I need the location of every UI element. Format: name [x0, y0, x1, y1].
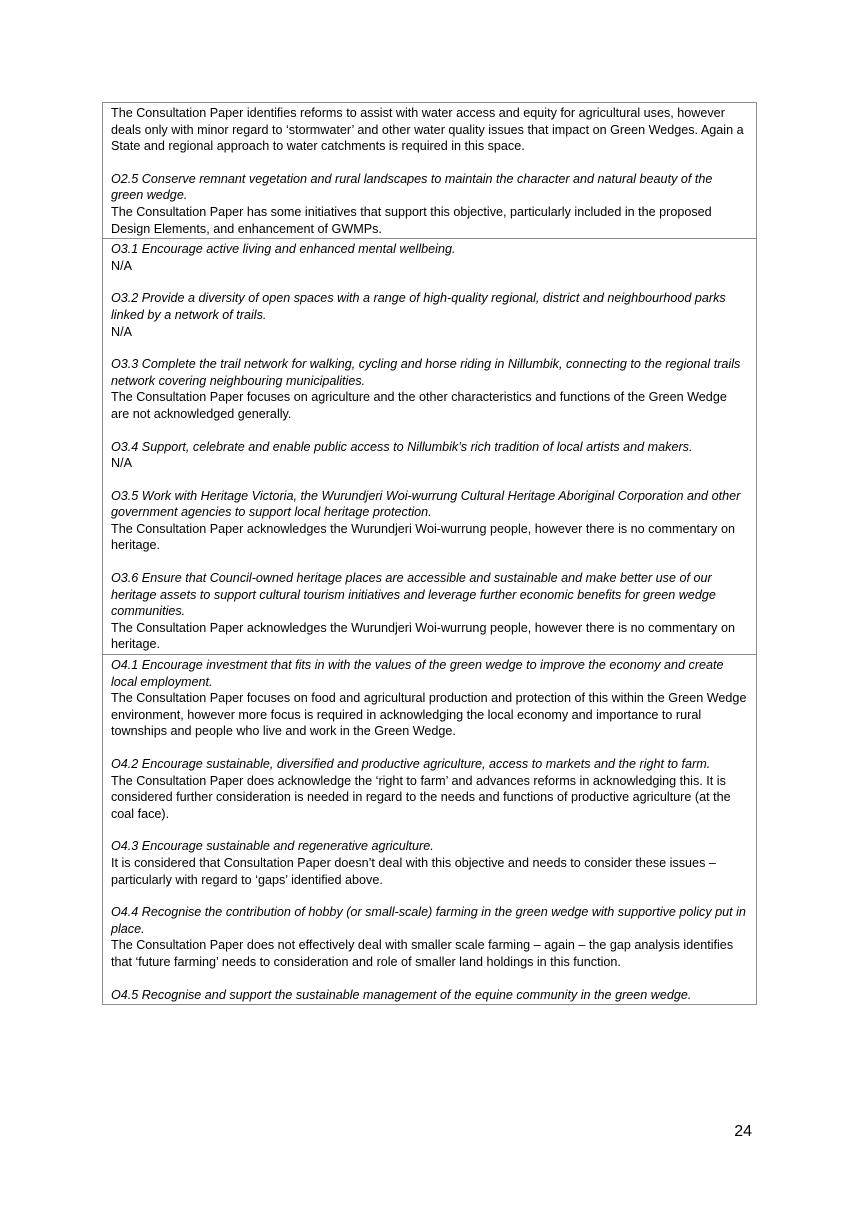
objective-block-o3-6 [111, 570, 748, 653]
commentary-text: The Consultation Paper acknowledges the Wurundjeri Woi-wurrung people, however there is no commentary on heritage. [111, 521, 735, 553]
objective-block-o4-5 [111, 987, 748, 1004]
commentary-text: The Consultation Paper identifies reforms to assist with water access and equity for agricultural uses, however deals only with minor regard to ‘stormwater’ and other water quality issues that impact on Green Wedges. Again a State and regional approach to water catchments is required in this space. [111, 106, 744, 154]
response-table [102, 102, 757, 1005]
objective-block-o4-3 [111, 838, 748, 888]
objective-block-o3-4 [111, 439, 748, 472]
objective-block-o4-4 [111, 904, 748, 970]
objective-title: O3.3 Complete the trail network for walking, cycling and horse riding in Nillumbik, connecting to the regional trails network covering neighbouring municipalities. [111, 357, 741, 388]
commentary-text: The Consultation Paper does acknowledge the ‘right to farm’ and advances reforms in acknowledging this. It is considered further consideration is needed in regard to the needs and functions of productive agriculture (at the coal face). [111, 773, 731, 821]
commentary-text: N/A [111, 324, 132, 339]
objective-block-o3-1 [111, 241, 748, 274]
objective-block-o3-2 [111, 290, 748, 340]
objective-block-o2-5 [111, 171, 748, 237]
commentary-text: N/A [111, 456, 132, 471]
objective-title: O3.5 Work with Heritage Victoria, the Wurundjeri Woi-wurrung Cultural Heritage Aboriginal Corporation and other government agencies to support local heritage protection. [111, 488, 741, 520]
commentary-text: The Consultation Paper has some initiatives that support this objective, particularly included in the proposed Design Elements, and enhancement of GWMPs. [111, 204, 712, 236]
objective-title: O3.1 Encourage active living and enhanced mental wellbeing. [111, 242, 456, 257]
objective-block-o4-1 [111, 657, 748, 740]
objective-title: O3.2 Provide a diversity of open spaces with a range of high-quality regional, district and neighbourhood parks linked by a network of trails. [111, 291, 726, 322]
objective-title: O4.5 Recognise and support the sustainable management of the equine community in the green wedge. [111, 987, 692, 1002]
table-row-objective-4 [103, 654, 756, 1004]
objective-title: O4.3 Encourage sustainable and regenerative agriculture. [111, 839, 434, 854]
objective-title: O3.4 Support, celebrate and enable public access to Nillumbik’s rich tradition of local artists and makers. [111, 439, 693, 454]
objective-block-o4-2 [111, 756, 748, 822]
commentary-text: The Consultation Paper focuses on agriculture and the other characteristics and functions of the Green Wedge are not acknowledged generally. [111, 390, 727, 421]
objective-title: O2.5 Conserve remnant vegetation and rural landscapes to maintain the character and natural beauty of the green wedge. [111, 171, 713, 203]
objective-title: O4.1 Encourage investment that fits in with the values of the green wedge to improve the economy and create local employment. [111, 658, 724, 689]
commentary-text: The Consultation Paper does not effectively deal with smaller scale farming – again – the gap analysis identifies that ‘future farming’ needs to consideration and role of smaller land holdings in this function. [111, 938, 734, 969]
table-row-objective-3 [103, 238, 756, 654]
objective-title: O4.2 Encourage sustainable, diversified and productive agriculture, access to markets and the right to farm. [111, 757, 711, 771]
commentary-text: The Consultation Paper focuses on food and agricultural production and protection of this within the Green Wedge environment, however more focus is required in acknowledging the local economy and importance to rural townships and people who live and work in the Green Wedge. [111, 691, 747, 739]
commentary-text: N/A [111, 258, 132, 273]
objective-title: O3.6 Ensure that Council-owned heritage places are accessible and sustainable and make better use of our heritage assets to support cultural tourism initiatives and leverage further economic benefits for green wedge communities. [111, 571, 716, 619]
commentary-text: The Consultation Paper acknowledges the Wurundjeri Woi-wurrung people, however there is no commentary on heritage. [111, 620, 735, 652]
page-number: 24 [734, 1123, 752, 1140]
comment-block [111, 105, 748, 155]
table-row-objective-2 [103, 103, 756, 238]
objective-block-o3-5 [111, 488, 748, 554]
commentary-text: It is considered that Consultation Paper doesn’t deal with this objective and needs to consider these issues – particularly with regard to ‘gaps’ identified above. [111, 855, 716, 887]
objective-block-o3-3 [111, 356, 748, 422]
objective-title: O4.4 Recognise the contribution of hobby (or small-scale) farming in the green wedge with supportive policy put in place. [111, 905, 746, 936]
